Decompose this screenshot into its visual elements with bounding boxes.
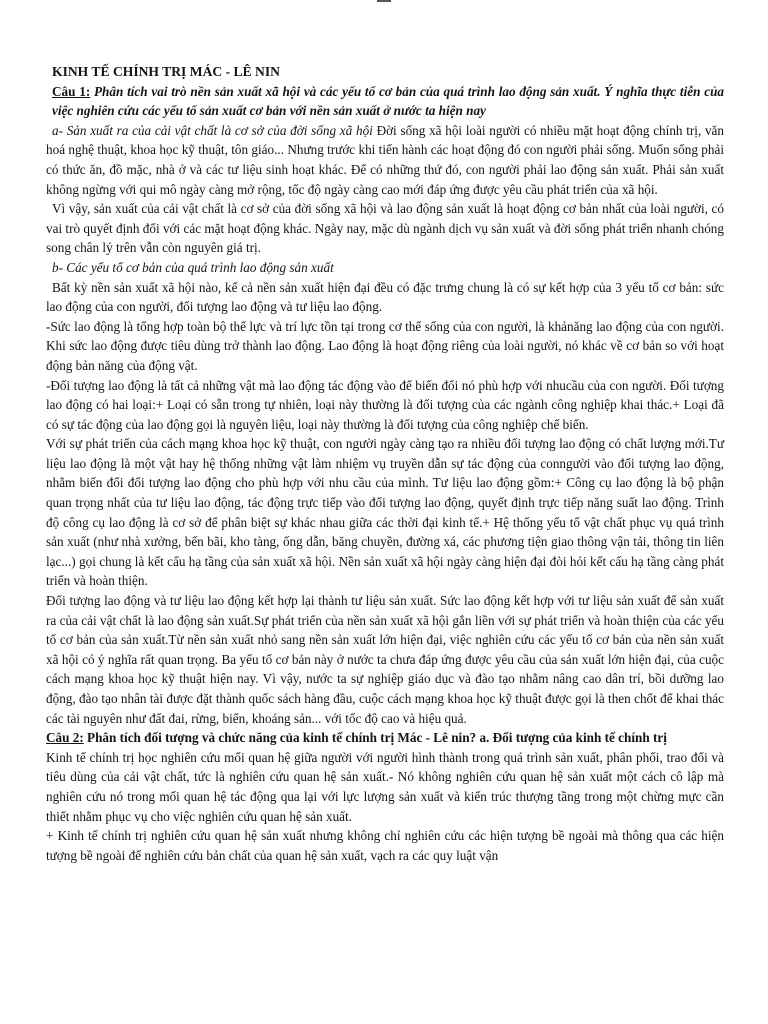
paragraph-1-text: Đời sống xã hội loài người có nhiều mặt hoạt động chính trị, văn hoá nghệ thuật, khoa học kỹ thuật, tôn giáo... Nhưng trước khi tiến hành các hoạt động đó con người phải sống. Muốn sống phải có thức ăn, đồ mặc, nhà ở và các tư liệu sinh hoạt khác. Để có những thứ đó, con người phải lao động sản xuất. Phải sản xuất không ngừng với qui mô ngày càng mở rộng, tốc độ ngày càng cao mới đáp ứng được yêu cầu phát triển của xã hội. xyxy=(46,122,724,197)
subheading-b: b- Các yếu tố cơ bản của quá trình lao động sản xuất xyxy=(52,259,334,275)
question-2-text: Phân tích đối tượng và chức năng của kinh tế chính trị Mác - Lê nin? a. Đối tượng của kinh tế chính trị xyxy=(83,730,667,746)
paragraph-9: + Kinh tế chính trị nghiên cứu quan hệ sản xuất nhưng không chỉ nghiên cứu các hiện tượng bề ngoài mà thông qua các hiện tượng bề ngoài để nghiên cứu bản chất của quan hệ sản xuất, vạch ra các quy luật vận xyxy=(46,828,724,863)
question-1-label: Câu 1: xyxy=(52,83,91,99)
question-1-heading xyxy=(52,82,724,121)
page-top-mark xyxy=(377,0,391,2)
paragraph-5: -Đối tượng lao động là tất cả những vật mà lao động tác động vào để biến đổi nó phù hợp với nhucầu của con người. Đối tượng lao động có hai loại:+ Loại có sẵn trong tự nhiên, loại này thường là đối tượng của các ngành công nghiệp khai thác.+ Loại đã có sự tác động của lao động gọi là nguyên liệu, loại này thường là đối tượng của công nghiệp chế biến. xyxy=(46,377,724,432)
paragraph-8: Kinh tế chính trị học nghiên cứu mối quan hệ giữa người với người hình thành trong quá trình sản xuất, phân phối, trao đổi và tiêu dùng của cải vật chất, tức là nghiên cứu quan hệ sản xuất.- Nó không nghiên cứu quan hệ sản xuất một cách cô lập mà nghiên cứu nó trong mối quan hệ tác động qua lại với lực lượng sản xuất và kiến trúc thượng tầng trong một chừng mực cần thiết nhằm phục vụ cho việc nghiên cứu quan hệ sản xuất. xyxy=(46,749,724,824)
paragraph-3: Bất kỳ nền sản xuất xã hội nào, kể cả nền sản xuất hiện đại đều có đặc trưng chung là có sự kết hợp của 3 yếu tố cơ bản: sức lao động của con người, đối tượng lao động và tư liệu lao động. xyxy=(46,279,724,315)
paragraph-7: Đối tượng lao động và tư liệu lao động kết hợp lại thành tư liệu sản xuất. Sức lao động kết hợp với tư liệu sản xuất để sản xuất ra của cải vật chất là lao động sản xuất.Sự phát triển của nền sản xuất xã hội gắn liền với sự phát triển và hoàn thiện của các yếu tố cơ bản của sản xuất.Từ nền sản xuất nhỏ sang nền sản xuất lớn hiện đại, việc nghiên cứu các yếu tố cơ bản của nền sản xuất xã hội có ý nghĩa rất quan trọng. Ba yếu tố cơ bản này ở nước ta chưa đáp ứng được yêu cầu của sản xuất lớn hiện đại, của cuộc cách mạng khoa học kỹ thuật hiện nay. Vì vậy, nước ta sự nghiệp giáo dục và đào tạo nhằm nâng cao dân trí, bồi dưỡng lao động, đào tạo nhân tài được đặt thành quốc sách hàng đầu, cuộc cách mạng khoa học kỹ thuật được gọi là then chốt để khai thác các tài nguyên như đất đai, rừng, biển, khoáng sản... với tốc độ cao và hiệu quả. xyxy=(46,593,724,726)
question-1-text: Phân tích vai trò nền sản xuất xã hội và các yếu tố cơ bản của quá trình lao động sản xuất. Ý nghĩa thực tiễn của việc nghiên cứu các yếu tố sản xuất cơ bản với nền sản xuất ở nước ta hiện nay xyxy=(52,83,724,119)
document-body xyxy=(46,62,724,865)
question-2-label: Câu 2: xyxy=(46,730,84,746)
paragraph-4: -Sức lao động là tổng hợp toàn bộ thể lực và trí lực tồn tại trong cơ thể sống của con người, là khảnăng lao động của con người. Khi sức lao động được tiêu dùng trở thành lao động. Lao động là hoạt động riêng của loài người, nó khác về cơ bản so với hoạt động bản năng của động vật. xyxy=(46,318,724,373)
paragraph-2: Vì vậy, sản xuất của cải vật chất là cơ sở của đời sống xã hội và lao động sản xuất là hoạt động cơ bản nhất của loài người, có vai trò quyết định đối với các mặt hoạt động khác. Ngày nay, mặc dù ngành dịch vụ sản xuất và đời sống phát triển nhanh chóng song chân lý trên vẫn còn nguyên giá trị. xyxy=(46,201,724,256)
document-title: KINH TẾ CHÍNH TRỊ MÁC - LÊ NIN xyxy=(52,64,280,79)
paragraph-1 xyxy=(46,121,724,199)
paragraph-6: Với sự phát triển của cách mạng khoa học kỹ thuật, con người ngày càng tạo ra nhiều đối tượng lao động có chất lượng mới.Tư liệu lao động là một vật hay hệ thống những vật làm nhiệm vụ truyền dẫn sự tác động của conngười vào đối tượng lao động, nhằm biến đổi đối tượng lao động cho phù hợp với nhu cầu của mình. Tư liệu lao động gồm:+ Công cụ lao động là bộ phận quan trọng nhất của tư liệu lao động, tác động trực tiếp vào đối tượng lao động, quyết định trực tiếp năng suất lao động. Trình độ công cụ lao động là cơ sở để phân biệt sự khác nhau giữa các thời đại kinh tế.+ Hệ thống yếu tố vật chất phục vụ quá trình sản xuất (như nhà xưởng, bến bãi, kho tàng, ống dẫn, băng chuyền, đường xá, các phương tiện giao thông vận tải, thông tin liên lạc...) gọi chung là kết cấu hạ tầng của sản xuất xã hội. Nền sản xuất xã hội ngày càng hiện đại đòi hỏi kết cấu hạ tầng càng phát triển và hoàn thiện. xyxy=(46,436,724,589)
subheading-a: a- Sản xuất ra của cải vật chất là cơ sở của đời sống xã hội xyxy=(52,122,373,138)
question-2-heading xyxy=(46,728,724,748)
